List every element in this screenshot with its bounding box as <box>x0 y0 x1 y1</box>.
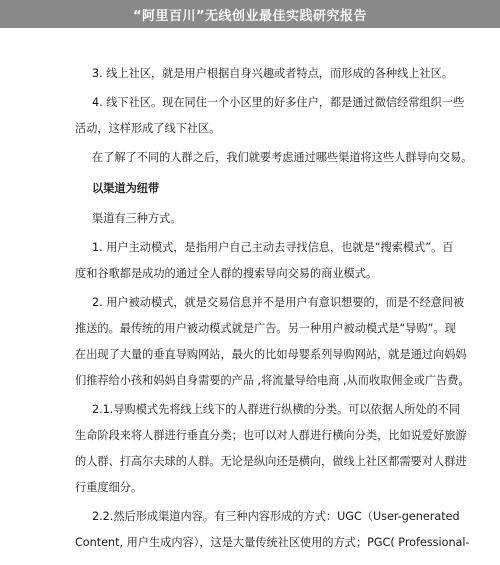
paragraph-line: 的人群、打高尔夫球的人群。无论是纵向还是横向，做线上社区都需要对人群进 <box>75 455 467 468</box>
paragraph-line: Content, 用户生成内容），这是大量传统社区使用的方式；PGC( Professional- <box>75 536 470 549</box>
paragraph-line: 4. 线下社区。现在同住一个小区里的好多住户，都是通过微信经常组织一些 <box>92 96 465 109</box>
paragraph-line: 2. 用户被动模式，就是交易信息并不是用户有意识想要的，而是不经意间被 <box>92 296 465 309</box>
paragraph-line: 活动，这样形成了线下社区。 <box>75 122 221 135</box>
paragraph-line: 们推荐给小孩和妈妈自身需要的产品 ,将流量导给电商 ,从而收取佣金或广告费。 <box>75 374 470 387</box>
paragraph-line: 3. 线上社区，就是用户根据自身兴趣或者特点，而形成的各种线上社区。 <box>92 67 454 80</box>
paragraph-line: 在出现了大量的垂直导购网站，最火的比如母婴系列导购网站，就是通过向妈妈 <box>75 348 467 361</box>
paragraph-line: 2.2.然后形成渠道内容。有三种内容形成的方式：UGC（User-generated <box>92 510 460 523</box>
page-bottom-fade <box>0 549 500 565</box>
paragraph-line: 度和谷歌都是成功的通过全人群的搜索导向交易的商业模式。 <box>75 267 378 280</box>
paragraph-line: 1. 用户主动模式，是指用户自己主动去寻找信息，也就是“搜索模式”。百 <box>92 241 454 254</box>
paragraph-line: 2.1.导购模式先将线上线下的人群进行纵横的分类。可以依据人所处的不同 <box>92 403 461 416</box>
paragraph-line: 生命阶段来将人群进行垂直分类；也可以对人群进行横向分类，比如说爱好旅游 <box>75 429 467 442</box>
paragraph-line: 渠道有三种方式。 <box>92 212 182 225</box>
paragraph-line: 在了解了不同的人群之后，我们就要考虑通过哪些渠道将这些人群导向交易。 <box>92 151 473 164</box>
header-title: “阿里百川”无线创业最佳实践研究报告 <box>132 8 368 24</box>
paragraph-line: 行重度细分。 <box>75 481 143 494</box>
section-heading: 以渠道为纽带 <box>92 182 160 195</box>
paragraph-line: 推送的。最传统的用户被动模式就是广告。另一种用户被动模式是“导购”。现 <box>75 322 456 335</box>
page-header <box>0 0 500 28</box>
